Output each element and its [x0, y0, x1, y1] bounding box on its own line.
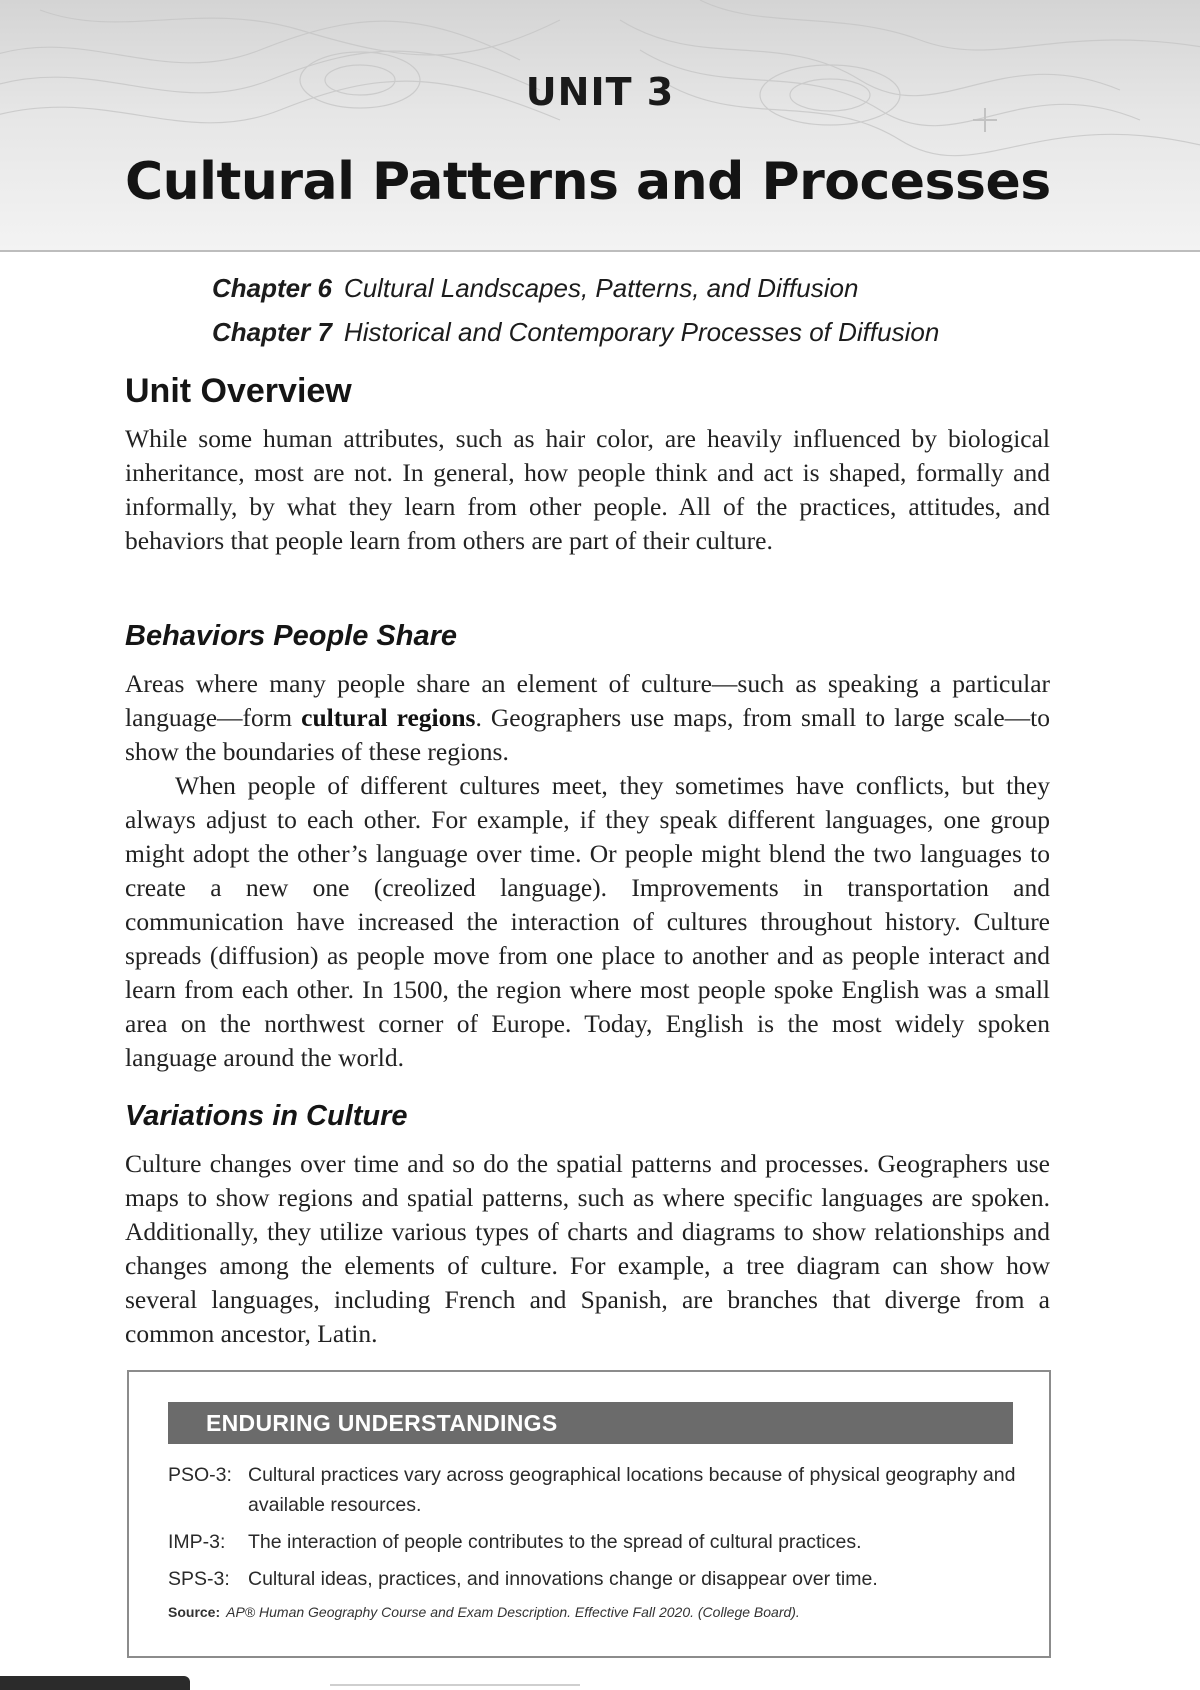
- understanding-code: SPS-3:: [168, 1568, 230, 1590]
- chapter-number: Chapter 6: [212, 273, 332, 303]
- understanding-text: The interaction of people contributes to the spread of cultural practices.: [248, 1531, 862, 1553]
- unit-number-label: UNIT 3: [525, 70, 675, 114]
- enduring-understandings-list: [168, 1460, 1018, 1601]
- variations-heading: Variations in Culture: [125, 1100, 408, 1132]
- behaviors-p1-text-end: . Geographers use maps, from small to large scale—to show the boundaries of these regions.: [125, 703, 1050, 766]
- source-text: AP® Human Geography Course and Exam Description. Effective Fall 2020. (College Board).: [226, 1604, 800, 1620]
- behaviors-p1-text: Areas where many people share an element of culture—such as speaking a particular language—form: [125, 669, 1050, 732]
- behaviors-heading: Behaviors People Share: [125, 620, 458, 652]
- source-citation: [168, 1604, 800, 1620]
- source-label: Source:: [168, 1604, 221, 1620]
- variations-paragraph: Culture changes over time and so do the spatial patterns and processes. Geographers use maps to show regions and spatial patterns, such as where specific languages are spoken. Additionally, they utilize various types of charts and diagrams to show relationships and changes among the elements of culture. For example, a tree diagram can show how several languages, including French and Spanish, are branches that diverge from a common ancestor, Latin.: [125, 1149, 1050, 1348]
- chapter-number: Chapter 7: [212, 317, 332, 347]
- page-footer-tab: [0, 1676, 190, 1690]
- footer-divider: [330, 1684, 580, 1686]
- list-item: [168, 1527, 1018, 1557]
- topographic-pattern-decoration: [0, 0, 1200, 252]
- enduring-understandings-heading: ENDURING UNDERSTANDINGS: [168, 1402, 1013, 1444]
- cultural-regions-term: cultural regions: [301, 703, 476, 732]
- unit-header-band: [0, 0, 1200, 252]
- behaviors-paragraph-2: When people of different cultures meet, they sometimes have conflicts, but they always adjust to each other. For example, if they speak different languages, one group might adopt the other’s language over time. Or people might blend the two languages to create a new one (creolized language). Improvements in transportation and communication have increased the interaction of cultures throughout history. Culture spreads (diffusion) as people move from one place to another and as people interact and learn from each other. In 1500, the region where most people spoke English was a small area on the northwest corner of Europe. Today, English is the most widely spoken language around the world.: [125, 771, 1050, 1072]
- chapter-title: Cultural Landscapes, Patterns, and Diffusion: [343, 273, 859, 303]
- chapter-title: Historical and Contemporary Processes of Diffusion: [343, 317, 940, 347]
- understanding-text: Cultural practices vary across geographical locations because of physical geography and available resources.: [248, 1464, 1016, 1516]
- enduring-understandings-box: [127, 1370, 1051, 1658]
- understanding-code: PSO-3:: [168, 1464, 232, 1486]
- list-item: [168, 1460, 1018, 1520]
- understanding-code: IMP-3:: [168, 1531, 226, 1553]
- chapter-list: [212, 270, 939, 358]
- chapter-entry: [212, 270, 939, 314]
- list-item: [168, 1564, 1018, 1594]
- unit-overview-paragraph: While some human attributes, such as hair color, are heavily influenced by biological inheritance, most are not. In general, how people think and act is shaped, formally and informally, by what they learn from other people. All of the practices, attitudes, and behaviors that people learn from others are part of their culture.: [125, 424, 1050, 555]
- unit-overview-heading: Unit Overview: [125, 372, 352, 410]
- unit-title: Cultural Patterns and Processes: [125, 152, 1051, 212]
- chapter-entry: [212, 314, 939, 358]
- understanding-text: Cultural ideas, practices, and innovations change or disappear over time.: [248, 1568, 878, 1590]
- behaviors-paragraph-1: [125, 667, 1050, 769]
